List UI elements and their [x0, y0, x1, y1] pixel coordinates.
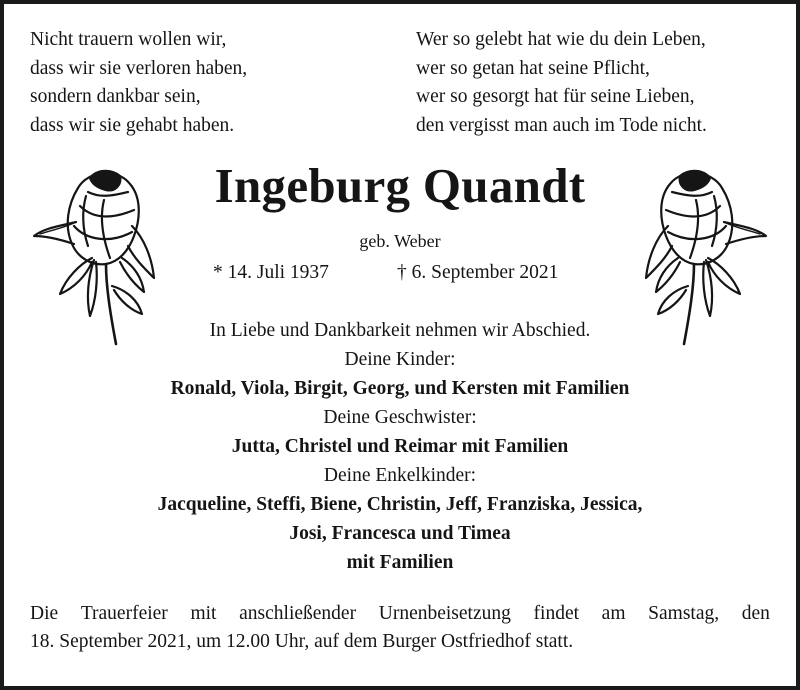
notice-word: Trauerfeier	[80, 603, 168, 624]
notice-word: findet	[533, 603, 580, 624]
mourners-block	[0, 316, 800, 577]
poem-right-line: wer so getan hat seine Pflicht,	[416, 57, 650, 79]
poem-left	[30, 26, 247, 140]
grandchildren-label: Deine Enkelkinder:	[323, 465, 477, 486]
notice-word: anschließender	[239, 603, 357, 624]
poem-right-line: wer so gesorgt hat für seine Lieben,	[416, 86, 695, 107]
children-label: Deine Kinder:	[344, 349, 456, 370]
funeral-notice	[30, 600, 770, 655]
notice-line-1	[30, 600, 770, 628]
poem-left-line: Nicht trauern wollen wir,	[30, 29, 227, 50]
notice-word: Samstag,	[648, 603, 720, 624]
death-date: † 6. September 2021	[397, 262, 559, 283]
poem-right-line: Wer so gelebt hat wie du dein Leben,	[416, 29, 706, 50]
notice-word: den	[741, 603, 770, 624]
poem-right-line: den vergisst man auch im Tode nicht.	[416, 114, 707, 136]
notice-word: mit	[190, 603, 217, 624]
poem-left-line: sondern dankbar sein,	[30, 86, 201, 107]
grandchildren-names: Jacqueline, Steffi, Biene, Christin, Jeff, Franziska, Jessica,	[157, 494, 643, 515]
poem-left-line: dass wir sie verloren haben,	[30, 57, 248, 79]
notice-word: Urnenbeisetzung	[378, 603, 511, 624]
siblings-names: Jutta, Christel und Reimar mit Familien	[231, 436, 569, 457]
deceased-name: Ingeburg Quandt	[214, 158, 586, 213]
birth-name: geb. Weber	[359, 231, 441, 251]
notice-word: Die	[30, 603, 59, 624]
notice-word: am	[601, 603, 626, 624]
grandchildren-families: mit Familien	[346, 552, 454, 573]
poem-right	[416, 26, 707, 140]
grandchildren-names: Josi, Francesca und Timea	[289, 523, 511, 544]
children-names: Ronald, Viola, Birgit, Georg, und Kersten mit Familien	[170, 378, 630, 399]
birth-date: * 14. Juli 1937	[213, 262, 329, 283]
farewell-line: In Liebe und Dankbarkeit nehmen wir Abschied.	[209, 320, 591, 341]
siblings-label: Deine Geschwister:	[323, 407, 477, 428]
notice-line-2: 18. September 2021, um 12.00 Uhr, auf dem Burger Ostfriedhof statt.	[30, 630, 574, 652]
life-dates	[0, 260, 800, 286]
poem-left-line: dass wir sie gehabt haben.	[30, 114, 235, 136]
